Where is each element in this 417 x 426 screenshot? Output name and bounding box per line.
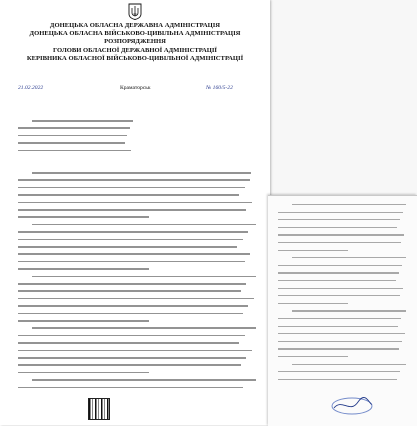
header-line-2: ДОНЕЦЬКА ОБЛАСНА ВІЙСЬКОВО-ЦИВІЛЬНА АДМІНІСТРАЦІЯ [29,30,241,38]
document-meta-row [18,85,252,95]
text-line-placeholder [278,341,402,342]
signature-stamp-icon [330,396,374,416]
text-line-placeholder [32,172,251,174]
text-line-placeholder [32,224,256,226]
text-line-placeholder [18,231,248,233]
text-line-placeholder [278,303,348,304]
text-line-placeholder [18,135,127,137]
text-line-placeholder [18,179,250,181]
text-line-placeholder [278,280,396,281]
text-line-placeholder [278,265,402,266]
text-line-placeholder [278,219,400,220]
text-line-placeholder [18,268,149,270]
text-line-placeholder [18,246,237,248]
text-line-placeholder [18,342,239,344]
header-line-3: РОЗПОРЯДЖЕННЯ [104,38,166,46]
document-number: № 160/5-22 [206,85,233,91]
text-line-placeholder [278,356,348,357]
text-line-placeholder [278,348,399,349]
text-line-placeholder [278,371,400,372]
text-line-placeholder [18,387,243,389]
text-line-placeholder [18,372,149,374]
text-line-placeholder [32,327,256,329]
text-line-placeholder [278,326,398,327]
header-line-4: ГОЛОВИ ОБЛАСНОЇ ДЕРЖАВНОЇ АДМІНІСТРАЦІЇ [53,46,217,54]
text-line-placeholder [18,187,245,189]
text-line-placeholder [18,290,241,292]
text-line-placeholder [18,320,149,322]
text-line-placeholder [292,204,406,205]
text-line-placeholder [18,209,246,211]
text-line-placeholder [278,379,397,380]
header-line-5: КЕРІВНИКА ОБЛАСНОЇ ВІЙСЬКОВО-ЦИВІЛЬНОЇ АДМІНІСТРАЦІЇ [26,54,244,62]
text-line-placeholder [292,310,406,311]
text-line-placeholder [278,272,399,273]
text-line-placeholder [18,261,245,263]
text-line-placeholder [292,364,406,365]
adjacent-page-bottom-right [268,195,417,426]
text-line-placeholder [32,379,256,381]
text-line-placeholder [18,364,241,366]
text-line-placeholder [278,212,403,213]
trident-emblem-icon [128,3,142,20]
text-line-placeholder [18,335,245,337]
text-line-placeholder [18,150,131,152]
text-line-placeholder [18,313,243,315]
text-line-placeholder [18,283,246,285]
text-line-placeholder [18,298,254,300]
text-line-placeholder [18,202,252,204]
document-header [18,22,252,63]
text-line-placeholder [278,242,401,243]
text-line-placeholder [18,127,130,129]
text-line-placeholder [18,305,248,307]
text-line-placeholder [278,295,400,296]
document-city: Краматорськ [120,85,151,91]
text-line-placeholder [18,216,149,218]
text-line-placeholder [32,276,256,278]
text-line-placeholder [32,120,133,122]
text-line-placeholder [18,357,246,359]
text-line-placeholder [18,350,252,352]
text-line-placeholder [18,253,250,255]
text-line-placeholder [278,227,397,228]
document-date: 21.02.2022 [18,85,44,91]
text-line-placeholder [18,142,125,144]
text-line-placeholder [18,239,243,241]
text-line-placeholder [278,234,404,235]
text-line-placeholder [278,318,401,319]
header-line-1: ДОНЕЦЬКА ОБЛАСНА ДЕРЖАВНА АДМІНІСТРАЦІЯ [49,22,221,29]
text-line-placeholder [278,250,348,251]
qr-code-icon [88,398,110,420]
text-line-placeholder [278,288,403,289]
text-line-placeholder [278,333,405,334]
text-line-placeholder [292,257,406,258]
text-line-placeholder [18,194,239,196]
